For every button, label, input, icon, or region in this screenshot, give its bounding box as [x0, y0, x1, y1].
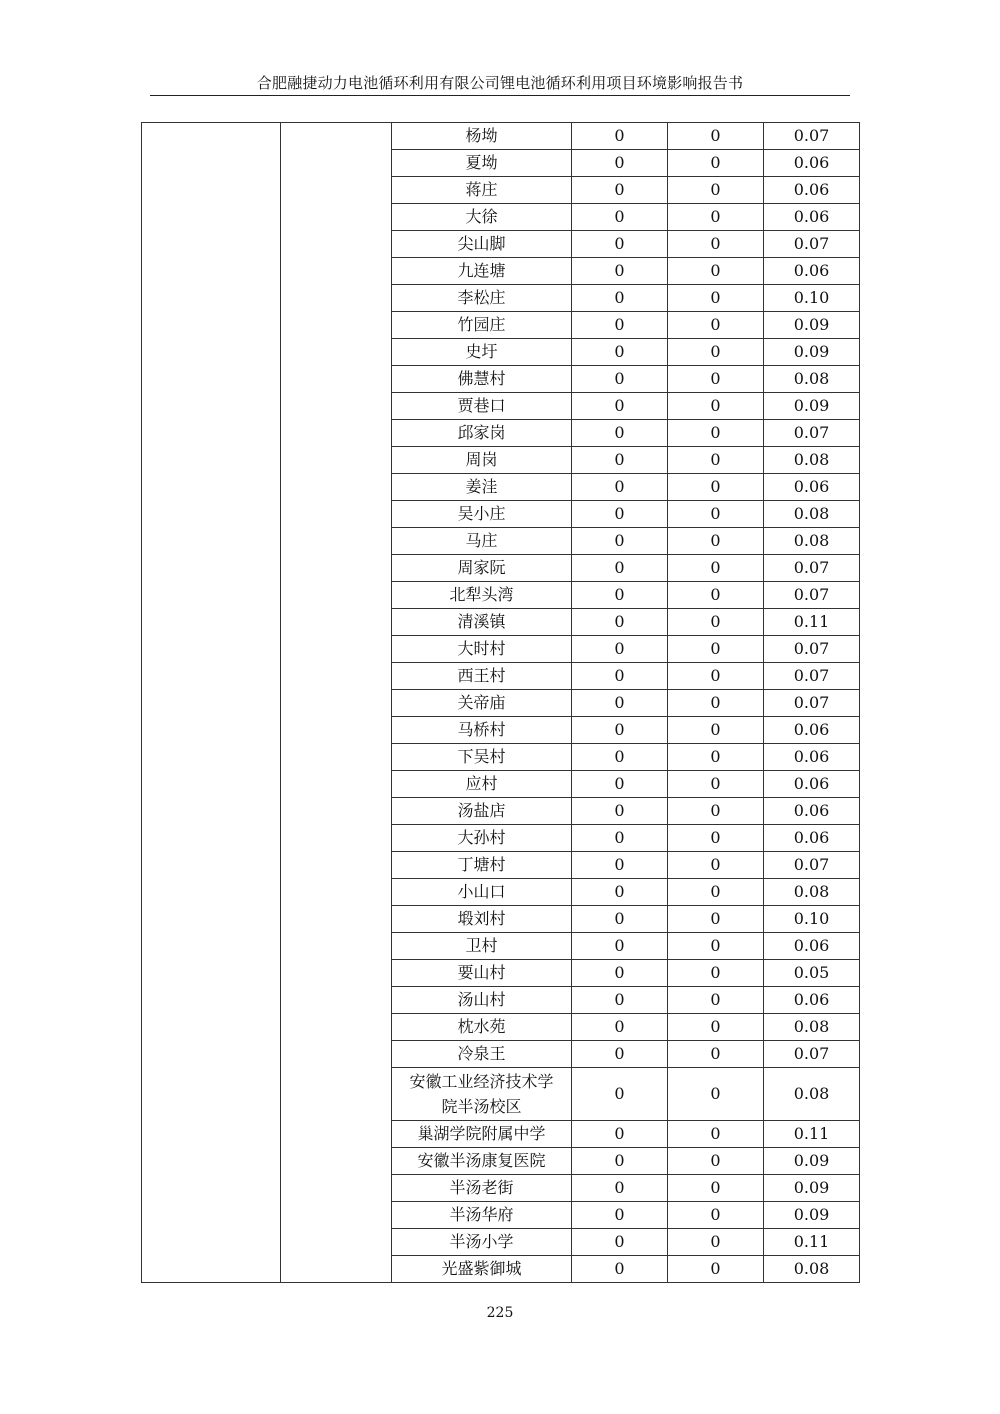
value-cell-2: 0 — [668, 879, 764, 906]
value-cell-1: 0 — [572, 528, 668, 555]
value-cell-3: 0.06 — [764, 744, 860, 771]
value-cell-3: 0.09 — [764, 312, 860, 339]
value-cell-1: 0 — [572, 555, 668, 582]
receptor-name-cell: 汤盐店 — [392, 798, 572, 825]
value-cell-1: 0 — [572, 717, 668, 744]
receptor-name-cell: 北犁头湾 — [392, 582, 572, 609]
value-cell-1: 0 — [572, 258, 668, 285]
value-cell-3: 0.09 — [764, 393, 860, 420]
value-cell-3: 0.07 — [764, 231, 860, 258]
value-cell-1: 0 — [572, 879, 668, 906]
receptor-name-cell: 吴小庄 — [392, 501, 572, 528]
receptor-name-cell: 周岗 — [392, 447, 572, 474]
value-cell-1: 0 — [572, 798, 668, 825]
value-cell-2: 0 — [668, 1148, 764, 1175]
value-cell-1: 0 — [572, 447, 668, 474]
header-divider — [150, 95, 850, 96]
value-cell-1: 0 — [572, 1148, 668, 1175]
value-cell-3: 0.06 — [764, 987, 860, 1014]
value-cell-2: 0 — [668, 609, 764, 636]
value-cell-3: 0.06 — [764, 204, 860, 231]
value-cell-2: 0 — [668, 1041, 764, 1068]
value-cell-1: 0 — [572, 582, 668, 609]
value-cell-1: 0 — [572, 663, 668, 690]
value-cell-2: 0 — [668, 204, 764, 231]
value-cell-3: 0.07 — [764, 852, 860, 879]
value-cell-2: 0 — [668, 825, 764, 852]
value-cell-1: 0 — [572, 1121, 668, 1148]
table-row — [142, 123, 860, 150]
value-cell-2: 0 — [668, 528, 764, 555]
receptor-name-cell: 小山口 — [392, 879, 572, 906]
value-cell-1: 0 — [572, 285, 668, 312]
value-cell-1: 0 — [572, 933, 668, 960]
receptor-name-cell: 姜洼 — [392, 474, 572, 501]
receptor-name-cell: 尖山脚 — [392, 231, 572, 258]
receptor-name-cell: 马庄 — [392, 528, 572, 555]
value-cell-2: 0 — [668, 447, 764, 474]
receptor-name-cell: 汤山村 — [392, 987, 572, 1014]
value-cell-3: 0.10 — [764, 285, 860, 312]
concentration-table — [141, 122, 860, 1283]
receptor-name-cell: 下吴村 — [392, 744, 572, 771]
receptor-name-cell: 丁塘村 — [392, 852, 572, 879]
value-cell-2: 0 — [668, 1175, 764, 1202]
receptor-name-cell: 史圩 — [392, 339, 572, 366]
value-cell-1: 0 — [572, 312, 668, 339]
page-number: 225 — [486, 1305, 514, 1321]
value-cell-3: 0.08 — [764, 1256, 860, 1283]
receptor-name-cell: 塅刘村 — [392, 906, 572, 933]
receptor-name-cell: 半汤老街 — [392, 1175, 572, 1202]
value-cell-3: 0.07 — [764, 636, 860, 663]
receptor-name-cell: 西王村 — [392, 663, 572, 690]
value-cell-2: 0 — [668, 663, 764, 690]
value-cell-1: 0 — [572, 150, 668, 177]
receptor-name-cell — [392, 1068, 572, 1121]
value-cell-1: 0 — [572, 366, 668, 393]
value-cell-3: 0.06 — [764, 717, 860, 744]
value-cell-1: 0 — [572, 1256, 668, 1283]
value-cell-2: 0 — [668, 636, 764, 663]
receptor-name-cell: 大徐 — [392, 204, 572, 231]
value-cell-3: 0.09 — [764, 1202, 860, 1229]
value-cell-1: 0 — [572, 501, 668, 528]
value-cell-2: 0 — [668, 150, 764, 177]
receptor-name-line-2: 院半汤校区 — [441, 1097, 522, 1116]
value-cell-3: 0.05 — [764, 960, 860, 987]
receptor-name-cell: 佛慧村 — [392, 366, 572, 393]
receptor-name-cell: 应村 — [392, 771, 572, 798]
value-cell-3: 0.07 — [764, 663, 860, 690]
value-cell-2: 0 — [668, 123, 764, 150]
value-cell-1: 0 — [572, 177, 668, 204]
value-cell-2: 0 — [668, 1014, 764, 1041]
receptor-name-cell: 光盛紫御城 — [392, 1256, 572, 1283]
receptor-name-cell: 关帝庙 — [392, 690, 572, 717]
receptor-name-line-1: 安徽工业经济技术学 — [409, 1072, 554, 1091]
value-cell-3: 0.09 — [764, 339, 860, 366]
value-cell-3: 0.08 — [764, 528, 860, 555]
value-cell-2: 0 — [668, 960, 764, 987]
receptor-name-cell: 清溪镇 — [392, 609, 572, 636]
value-cell-1: 0 — [572, 609, 668, 636]
value-cell-2: 0 — [668, 258, 764, 285]
value-cell-3: 0.08 — [764, 1014, 860, 1041]
value-cell-3: 0.10 — [764, 906, 860, 933]
value-cell-2: 0 — [668, 933, 764, 960]
value-cell-2: 0 — [668, 582, 764, 609]
value-cell-3: 0.08 — [764, 879, 860, 906]
document-header-title: 合肥融捷动力电池循环利用有限公司锂电池循环利用项目环境影响报告书 — [256, 74, 744, 92]
value-cell-1: 0 — [572, 825, 668, 852]
value-cell-2: 0 — [668, 393, 764, 420]
value-cell-2: 0 — [668, 366, 764, 393]
value-cell-1: 0 — [572, 906, 668, 933]
value-cell-3: 0.06 — [764, 474, 860, 501]
receptor-name-cell: 巢湖学院附属中学 — [392, 1121, 572, 1148]
value-cell-1: 0 — [572, 1175, 668, 1202]
receptor-name-cell: 蒋庄 — [392, 177, 572, 204]
value-cell-3: 0.08 — [764, 447, 860, 474]
value-cell-3: 0.07 — [764, 123, 860, 150]
value-cell-1: 0 — [572, 1068, 668, 1121]
value-cell-1: 0 — [572, 1014, 668, 1041]
value-cell-2: 0 — [668, 798, 764, 825]
value-cell-1: 0 — [572, 960, 668, 987]
value-cell-3: 0.09 — [764, 1148, 860, 1175]
value-cell-2: 0 — [668, 717, 764, 744]
value-cell-1: 0 — [572, 123, 668, 150]
value-cell-2: 0 — [668, 312, 764, 339]
receptor-name-cell: 夏坳 — [392, 150, 572, 177]
value-cell-2: 0 — [668, 1229, 764, 1256]
value-cell-2: 0 — [668, 1121, 764, 1148]
value-cell-2: 0 — [668, 987, 764, 1014]
value-cell-3: 0.08 — [764, 366, 860, 393]
receptor-name-cell: 大时村 — [392, 636, 572, 663]
value-cell-3: 0.07 — [764, 420, 860, 447]
value-cell-2: 0 — [668, 1202, 764, 1229]
value-cell-1: 0 — [572, 987, 668, 1014]
value-cell-2: 0 — [668, 555, 764, 582]
value-cell-2: 0 — [668, 771, 764, 798]
value-cell-3: 0.11 — [764, 609, 860, 636]
value-cell-1: 0 — [572, 339, 668, 366]
value-cell-2: 0 — [668, 1068, 764, 1121]
value-cell-3: 0.11 — [764, 1229, 860, 1256]
value-cell-3: 0.06 — [764, 258, 860, 285]
merged-subcategory-cell — [281, 123, 392, 1283]
value-cell-1: 0 — [572, 231, 668, 258]
value-cell-1: 0 — [572, 393, 668, 420]
receptor-name-cell: 冷泉王 — [392, 1041, 572, 1068]
value-cell-1: 0 — [572, 636, 668, 663]
receptor-name-cell: 要山村 — [392, 960, 572, 987]
value-cell-3: 0.06 — [764, 798, 860, 825]
value-cell-1: 0 — [572, 771, 668, 798]
value-cell-2: 0 — [668, 906, 764, 933]
value-cell-2: 0 — [668, 177, 764, 204]
value-cell-3: 0.08 — [764, 1068, 860, 1121]
value-cell-2: 0 — [668, 231, 764, 258]
receptor-name-cell: 枕水苑 — [392, 1014, 572, 1041]
value-cell-1: 0 — [572, 744, 668, 771]
receptor-name-cell: 周家阮 — [392, 555, 572, 582]
value-cell-3: 0.09 — [764, 1175, 860, 1202]
receptor-name-cell: 卫村 — [392, 933, 572, 960]
value-cell-3: 0.06 — [764, 771, 860, 798]
receptor-name-cell: 竹园庄 — [392, 312, 572, 339]
value-cell-1: 0 — [572, 1202, 668, 1229]
receptor-name-cell: 杨坳 — [392, 123, 572, 150]
value-cell-1: 0 — [572, 204, 668, 231]
receptor-name-cell: 贾巷口 — [392, 393, 572, 420]
value-cell-3: 0.08 — [764, 501, 860, 528]
receptor-name-cell: 大孙村 — [392, 825, 572, 852]
table-body — [142, 123, 860, 1283]
value-cell-1: 0 — [572, 1041, 668, 1068]
receptor-name-cell: 马桥村 — [392, 717, 572, 744]
value-cell-2: 0 — [668, 420, 764, 447]
value-cell-3: 0.06 — [764, 177, 860, 204]
value-cell-1: 0 — [572, 852, 668, 879]
value-cell-3: 0.07 — [764, 555, 860, 582]
receptor-name-cell: 九连塘 — [392, 258, 572, 285]
value-cell-1: 0 — [572, 1229, 668, 1256]
receptor-name-cell: 半汤小学 — [392, 1229, 572, 1256]
value-cell-2: 0 — [668, 474, 764, 501]
value-cell-1: 0 — [572, 420, 668, 447]
value-cell-3: 0.06 — [764, 933, 860, 960]
value-cell-2: 0 — [668, 285, 764, 312]
value-cell-3: 0.11 — [764, 1121, 860, 1148]
receptor-name-cell: 邱家岗 — [392, 420, 572, 447]
value-cell-2: 0 — [668, 501, 764, 528]
value-cell-3: 0.07 — [764, 1041, 860, 1068]
value-cell-2: 0 — [668, 339, 764, 366]
value-cell-3: 0.06 — [764, 825, 860, 852]
receptor-name-cell: 半汤华府 — [392, 1202, 572, 1229]
value-cell-3: 0.07 — [764, 690, 860, 717]
merged-category-cell — [142, 123, 281, 1283]
value-cell-2: 0 — [668, 1256, 764, 1283]
receptor-name-cell: 安徽半汤康复医院 — [392, 1148, 572, 1175]
value-cell-1: 0 — [572, 690, 668, 717]
value-cell-2: 0 — [668, 690, 764, 717]
value-cell-2: 0 — [668, 852, 764, 879]
value-cell-1: 0 — [572, 474, 668, 501]
value-cell-2: 0 — [668, 744, 764, 771]
receptor-name-cell: 李松庄 — [392, 285, 572, 312]
value-cell-3: 0.06 — [764, 150, 860, 177]
value-cell-3: 0.07 — [764, 582, 860, 609]
